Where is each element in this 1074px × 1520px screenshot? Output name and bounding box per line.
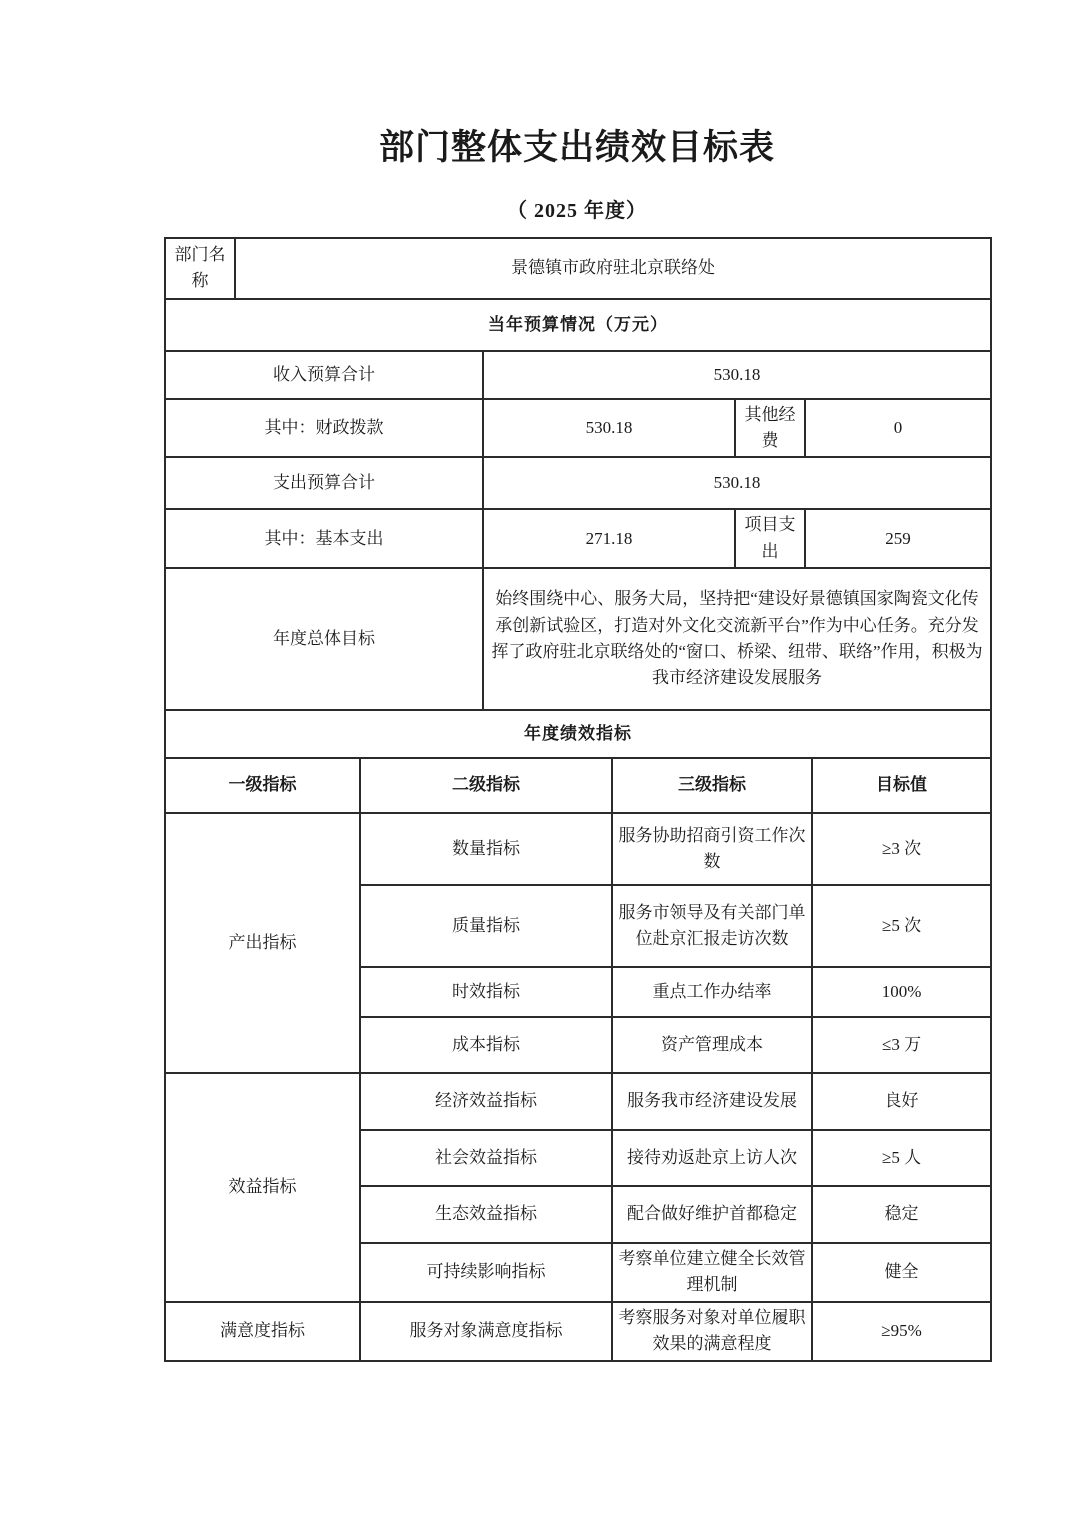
indicator-level2-cell: 服务对象满意度指标: [360, 1302, 612, 1361]
income-total-value: 530.18: [483, 351, 991, 399]
performance-target-table: [164, 237, 992, 1362]
indicator-target-cell: 健全: [812, 1243, 991, 1302]
doc-subtitle: （ 2025 年度）: [507, 199, 647, 222]
annual-goal-label: 年度总体目标: [165, 568, 483, 710]
doc-title: 部门整体支出绩效目标表: [378, 128, 775, 167]
project-expense-value: 259: [805, 509, 991, 568]
indicator-row: [165, 1302, 991, 1361]
header-level3: 三级指标: [612, 758, 812, 813]
expense-total-row: [165, 457, 991, 509]
indicator-level3-cell: 资产管理成本: [612, 1017, 812, 1073]
indicator-target-cell: ≥5 人: [812, 1130, 991, 1186]
indicator-target-cell: ≤3 万: [812, 1017, 991, 1073]
other-funds-label: 其他经费: [735, 399, 805, 458]
basic-expense-value: 271.18: [483, 509, 735, 568]
indicator-level2-cell: 数量指标: [360, 813, 612, 885]
indicator-level3-cell: 考察服务对象对单位履职效果的满意程度: [612, 1302, 812, 1361]
indicator-level3-cell: 服务我市经济建设发展: [612, 1073, 812, 1130]
indicator-level3-cell: 服务协助招商引资工作次数: [612, 813, 812, 885]
expense-total-label: 支出预算合计: [165, 457, 483, 509]
indicators-section-header: 年度绩效指标: [165, 710, 991, 758]
other-funds-value: 0: [805, 399, 991, 458]
indicator-level2-cell: 经济效益指标: [360, 1073, 612, 1130]
indicator-level2-cell: 社会效益指标: [360, 1130, 612, 1186]
indicator-level2-cell: 成本指标: [360, 1017, 612, 1073]
indicator-level1-cell: 满意度指标: [165, 1302, 360, 1361]
header-level2: 二级指标: [360, 758, 612, 813]
indicator-level2-cell: 可持续影响指标: [360, 1243, 612, 1302]
indicators-section-row: [165, 710, 991, 758]
indicator-target-cell: ≥3 次: [812, 813, 991, 885]
department-row: [165, 238, 991, 299]
fiscal-allocation-row: [165, 399, 991, 458]
annual-goal-text: 始终围绕中心、服务大局，坚持把“建设好景德镇国家陶瓷文化传承创新试验区，打造对外文化交流新平台”作为中心任务。充分发挥了政府驻北京联络处的“窗口、桥梁、纽带、联络”作用，积极为我市经济建设发展服务: [483, 568, 991, 710]
fiscal-allocation-label: 其中：财政拨款: [165, 399, 483, 458]
indicator-level2-cell: 生态效益指标: [360, 1186, 612, 1243]
indicators-header-row: [165, 758, 991, 813]
indicator-target-cell: 稳定: [812, 1186, 991, 1243]
budget-section-header: 当年预算情况（万元）: [165, 299, 991, 351]
indicator-level1-cell: 产出指标: [165, 813, 360, 1073]
header-target: 目标值: [812, 758, 991, 813]
annual-goal-row: [165, 568, 991, 710]
indicator-level3-cell: 服务市领导及有关部门单位赴京汇报走访次数: [612, 885, 812, 967]
expense-total-value: 530.18: [483, 457, 991, 509]
indicator-level3-cell: 接待劝返赴京上访人次: [612, 1130, 812, 1186]
indicator-level3-cell: 重点工作办结率: [612, 967, 812, 1017]
indicator-level2-cell: 质量指标: [360, 885, 612, 967]
basic-expense-label: 其中：基本支出: [165, 509, 483, 568]
department-label-cell: 部门名称: [165, 238, 235, 299]
basic-expense-row: [165, 509, 991, 568]
indicator-target-cell: 良好: [812, 1073, 991, 1130]
department-value-cell: 景德镇市政府驻北京联络处: [235, 238, 991, 299]
fiscal-allocation-value: 530.18: [483, 399, 735, 458]
indicator-row: [165, 813, 991, 885]
indicator-level3-cell: 考察单位建立健全长效管理机制: [612, 1243, 812, 1302]
indicator-level2-cell: 时效指标: [360, 967, 612, 1017]
indicator-row: [165, 1073, 991, 1130]
project-expense-label: 项目支出: [735, 509, 805, 568]
document-page: [164, 0, 990, 1362]
indicator-target-cell: ≥95%: [812, 1302, 991, 1361]
income-total-label: 收入预算合计: [165, 351, 483, 399]
indicator-level3-cell: 配合做好维护首都稳定: [612, 1186, 812, 1243]
indicator-level1-cell: 效益指标: [165, 1073, 360, 1302]
indicator-target-cell: 100%: [812, 967, 991, 1017]
budget-section-row: [165, 299, 991, 351]
income-total-row: [165, 351, 991, 399]
indicator-target-cell: ≥5 次: [812, 885, 991, 967]
header-level1: 一级指标: [165, 758, 360, 813]
